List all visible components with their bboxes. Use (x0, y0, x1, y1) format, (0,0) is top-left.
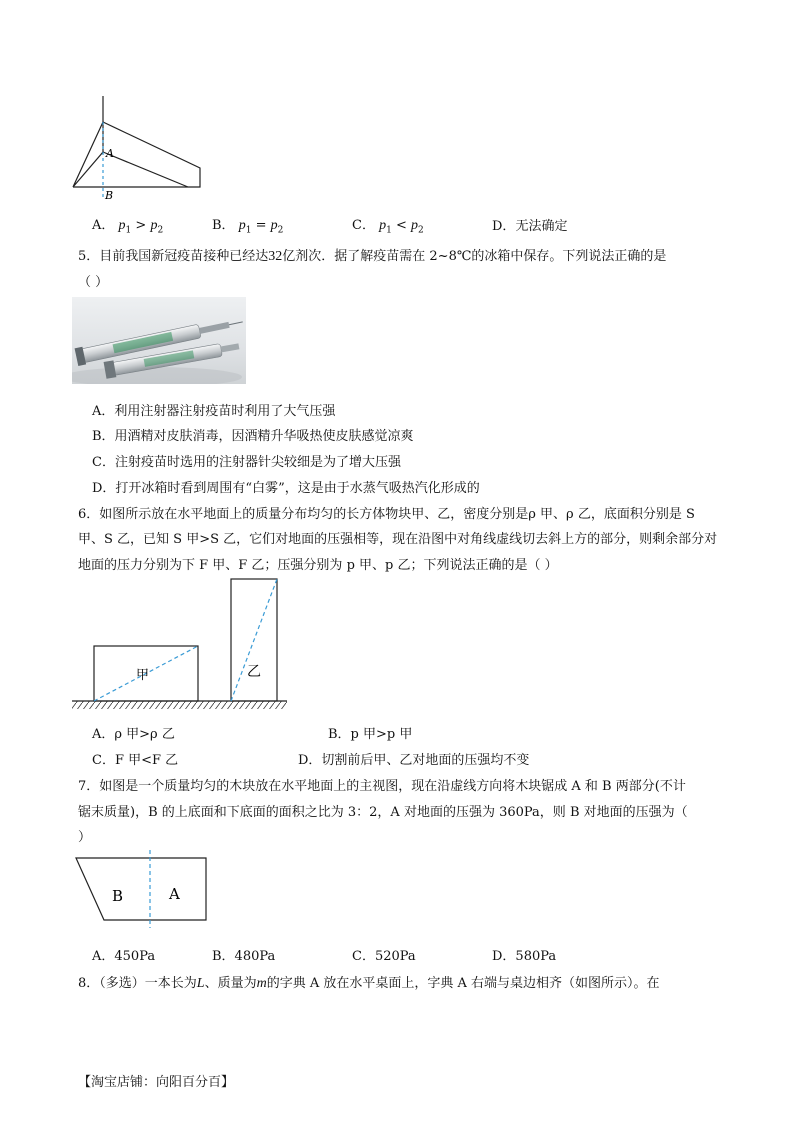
q4-fig-label-b: B (105, 189, 114, 202)
q5-option-a[interactable]: A．利用注射器注射疫苗时利用了大气压强 (92, 404, 336, 419)
q7-figure (70, 848, 210, 930)
q7-option-d[interactable]: D．580Pa (492, 949, 557, 964)
q6-option-c[interactable]: C．F 甲<F 乙 (92, 753, 179, 768)
q5-option-b[interactable]: B．用酒精对皮肤消毒，因酒精升华吸热使皮肤感觉凉爽 (92, 429, 414, 444)
q6-question-line2: 甲、S 乙，已知 S 甲>S 乙，它们对地面的压强相等，现在沿图中对角线虚线切去斜上方的部分，则剩余部分对 (78, 532, 718, 547)
q7-fig-label-a: A (169, 885, 180, 903)
q7-fig-label-b: B (112, 887, 124, 905)
q4-option-c[interactable]: C． $p_1 < p_2$ (352, 218, 424, 236)
q6-question-line1: 6．如图所示放在水平地面上的质量分布均匀的长方体物块甲、乙，密度分别是ρ 甲、ρ 乙，底面积分别是 S (78, 507, 695, 522)
q5-option-d[interactable]: D．打开冰箱时看到周围有“白雾”，这是由于水蒸气吸热汽化形成的 (92, 481, 480, 496)
q6-option-a[interactable]: A．ρ 甲>ρ 乙 (92, 727, 175, 742)
q7-option-a[interactable]: A．450Pa (92, 949, 156, 964)
q5-option-c[interactable]: C．注射疫苗时选用的注射器针尖较细是为了增大压强 (92, 455, 401, 470)
q6-option-d[interactable]: D．切割前后甲、乙对地面的压强均不变 (298, 753, 530, 768)
q4-fig-label-a: A (106, 147, 114, 160)
q4-figure (66, 92, 206, 204)
q7-question-line2: 锯末质量)，B 的上底面和下底面的面积之比为 3：2，A 对地面的压强为 360Pa，则 B 对地面的压强为（ (78, 805, 688, 820)
q5-question-line1: 5．目前我国新冠疫苗接种已经达32亿剂次．据了解疫苗需在 2~8℃的冰箱中保存。下列说法正确的是 (78, 249, 667, 264)
footer-shop-label: 【淘宝店铺：向阳百分百】 (78, 1075, 235, 1090)
q6-fig-label-jia: 甲 (136, 668, 150, 683)
q4-option-b[interactable]: B． $p_1 = p_2$ (212, 218, 284, 236)
q8-question-line1: 8．（多选）一本长为L、质量为m的字典 A 放在水平桌面上，字典 A 右端与桌边相齐（如图所示）。在 (78, 976, 660, 991)
q7-option-b[interactable]: B．480Pa (212, 949, 276, 964)
q6-option-b[interactable]: B．p 甲>p 甲 (328, 727, 413, 742)
q7-question-line1: 7．如图是一个质量均匀的木块放在水平地面上的主视图，现在沿虚线方向将木块锯成 A 和 B 两部分(不计 (78, 779, 686, 794)
q7-option-c[interactable]: C．520Pa (352, 949, 416, 964)
q6-fig-label-yi: 乙 (247, 664, 261, 680)
q4-option-d[interactable]: D．无法确定 (492, 219, 568, 234)
q5-question-line2: （ ） (78, 275, 109, 290)
syringe-photo (72, 297, 246, 384)
q6-figure (70, 575, 292, 710)
q4-option-a[interactable]: A． $p_1 > p_2$ (92, 218, 164, 236)
q7-question-line3: ） (78, 830, 92, 845)
q6-question-line3: 地面的压力分别为下 F 甲、F 乙；压强分别为 p 甲、p 乙；下列说法正确的是（ ） (78, 558, 558, 573)
